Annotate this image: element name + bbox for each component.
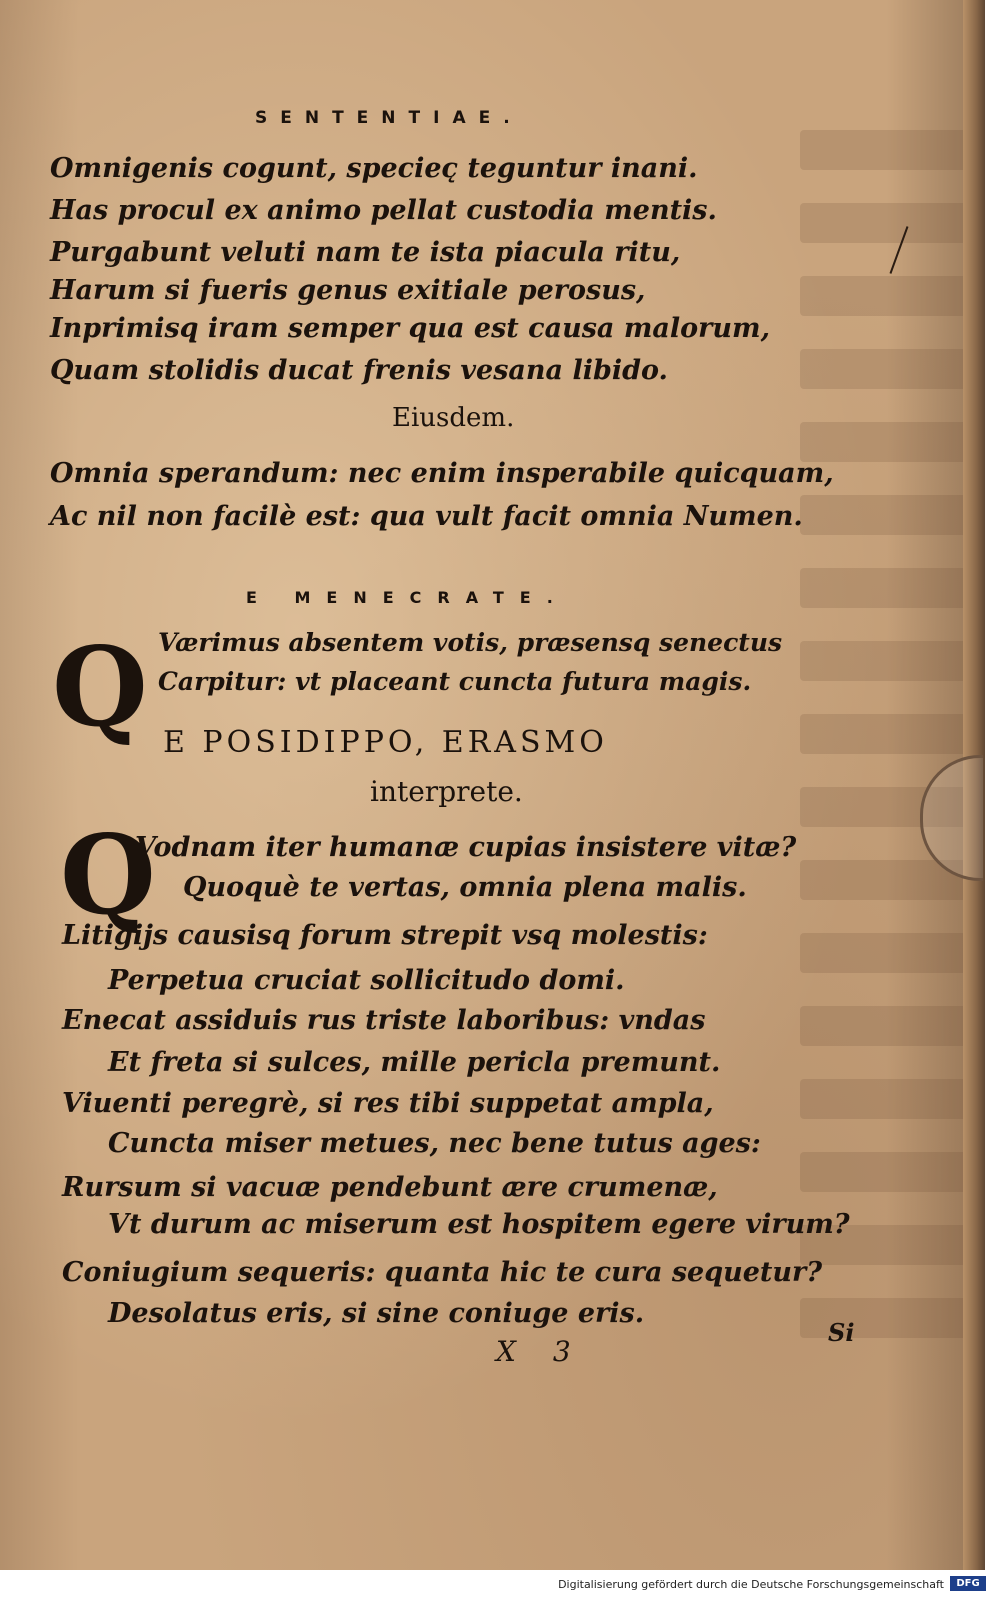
funding-credit: Digitalisierung gefördert durch die Deutsche Forschungsgemeinschaft	[558, 1578, 944, 1591]
verse-line: Omnia sperandum: nec enim insperabile quicquam,	[50, 458, 834, 489]
verse-line: Værimus absentem votis, præsensq̨ senectus	[158, 628, 783, 657]
section-title-menecrate: E MENECRATE.	[246, 588, 569, 607]
verse-line: Perpetua cruciat sollicitudo domi.	[108, 965, 625, 996]
running-header: SENTENTIAE.	[255, 108, 523, 128]
section-title-posidippo: E POSIDIPPO, ERASMO	[163, 725, 608, 760]
section-title-eiusdem: Eiusdem.	[392, 403, 515, 433]
verse-line: Cuncta miser metues, nec bene tutus ages:	[108, 1128, 761, 1159]
verse-line: Litigijs causisq̨ forum strepit vsq̨ molestis:	[62, 920, 708, 951]
drop-cap: Q	[52, 622, 148, 751]
verse-line: Vodnam iter humanæ cupias insistere vitæ?	[135, 832, 797, 863]
bleed-through-text	[800, 130, 970, 1380]
verse-line: Coniugium sequeris: quanta hic te cura sequetur?	[62, 1257, 823, 1288]
verse-line: Ac nil non facilè est: qua vult facit omnia Numen.	[50, 501, 803, 532]
signature-mark: X 3	[496, 1335, 585, 1368]
verse-line: Quam stolidis ducat frenis vesana libido.	[50, 355, 668, 386]
verse-line: Has procul ex animo pellat custodia mentis.	[50, 195, 717, 226]
drop-cap: Q	[60, 810, 156, 939]
section-subtitle: interprete.	[370, 775, 523, 808]
verse-line: Et freta si sulces, mille pericla premunt.	[108, 1047, 721, 1078]
verse-line: Enecat assiduis rus triste laboribus: vndas	[62, 1005, 706, 1036]
dfg-logo: DFG	[950, 1576, 986, 1591]
verse-line: Inprimisq̨ iram semper qua est causa malorum,	[50, 313, 770, 344]
verse-line: Vt durum ac miserum est hospitem egere virum?	[108, 1209, 850, 1240]
verse-line: Harum si fueris genus exitiale perosus,	[50, 275, 646, 306]
catchword: Si	[828, 1318, 855, 1347]
verse-line: Omnigenis cogunt, speciec̨ teguntur inani.	[50, 153, 698, 184]
verse-line: Purgabunt veluti nam te ista piacula ritu,	[50, 237, 681, 268]
footer-bar	[0, 1570, 1000, 1599]
verse-line: Desolatus eris, si sine coniuge eris.	[108, 1298, 645, 1329]
verse-line: Viuenti peregrè, si res tibi suppetat ampla,	[62, 1088, 714, 1119]
verse-line: Quoquè te vertas, omnia plena malis.	[183, 872, 747, 903]
verse-line: Rursum si vacuæ pendebunt ære crumenæ,	[62, 1172, 718, 1203]
verse-line: Carpitur: vt placeant cuncta futura magis.	[158, 667, 752, 696]
